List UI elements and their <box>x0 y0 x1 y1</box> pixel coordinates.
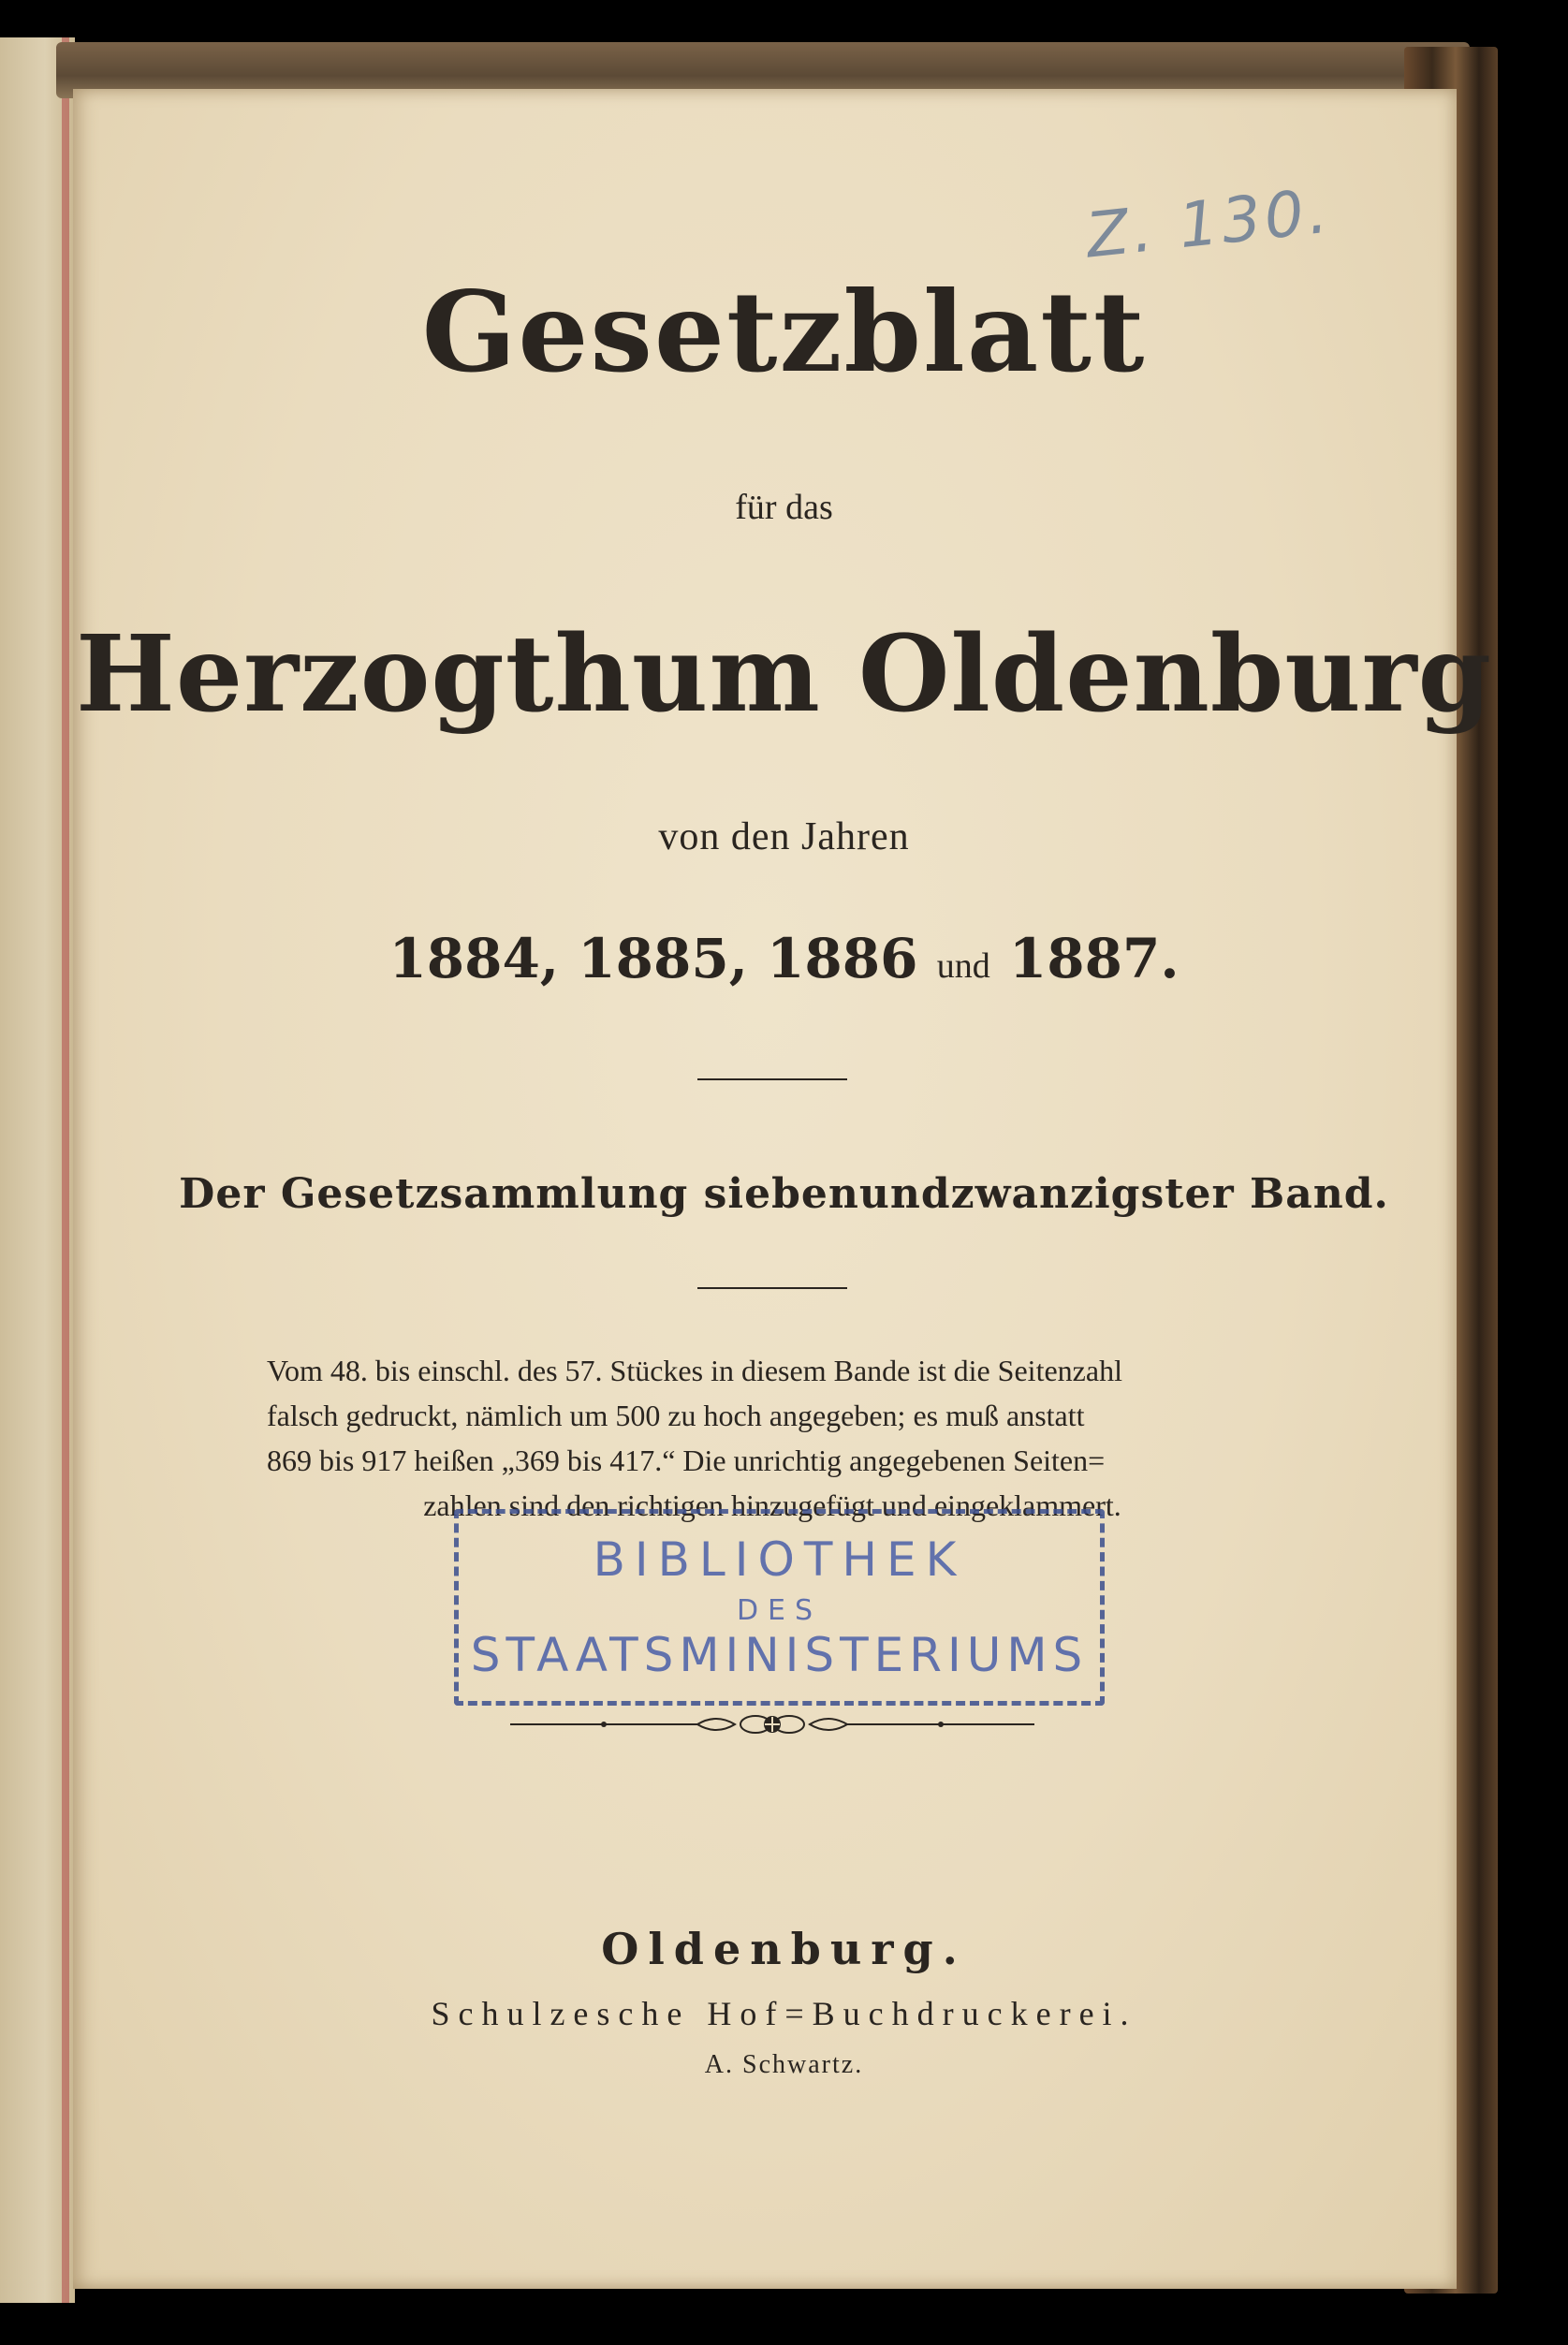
years-last: 1887. <box>1008 927 1180 990</box>
stamp-line-2: DES <box>736 1594 823 1627</box>
period-intro: von den Jahren <box>658 815 910 858</box>
volume-statement: Der Gesetzsammlung siebenundzwanzigster Band. <box>179 1170 1389 1218</box>
errata-line: zahlen sind den richtigen hinzugefügt und eingeklammert. <box>423 1488 1121 1522</box>
errata-line: falsch gedruckt, nämlich um 500 zu hoch angegeben; es muß anstatt <box>267 1399 1085 1432</box>
page-title: Gesetzblatt <box>421 267 1147 397</box>
library-stamp <box>454 1509 1105 1706</box>
imprint-owner: A. Schwartz. <box>704 2050 864 2079</box>
stamp-line-3: STAATSMINISTERIUMS <box>470 1628 1089 1682</box>
region-name: Herzogthum Oldenburg <box>76 613 1492 736</box>
ornament-divider <box>510 1706 1034 1743</box>
subtitle-preposition: für das <box>735 488 833 527</box>
years-line <box>0 927 1568 990</box>
stamp-line-1: BIBLIOTHEK <box>593 1532 966 1587</box>
errata-note <box>267 1348 1278 1528</box>
imprint-city: Oldenburg. <box>601 1924 967 1974</box>
imprint-printer: Schulzesche Hof=Buchdruckerei. <box>431 1995 1137 2032</box>
divider-rule-top <box>697 1078 847 1080</box>
years-main: 1884, 1885, 1886 <box>388 927 918 990</box>
handwritten-shelfmark: Z. 130. <box>1082 174 1335 272</box>
errata-line: 869 bis 917 heißen „369 bis 417.“ Die unrichtig angegebenen Seiten= <box>267 1444 1106 1477</box>
errata-line: Vom 48. bis einschl. des 57. Stückes in diesem Bande ist die Seitenzahl <box>267 1354 1122 1387</box>
divider-rule-bottom <box>697 1287 847 1289</box>
years-and: und <box>936 946 990 986</box>
